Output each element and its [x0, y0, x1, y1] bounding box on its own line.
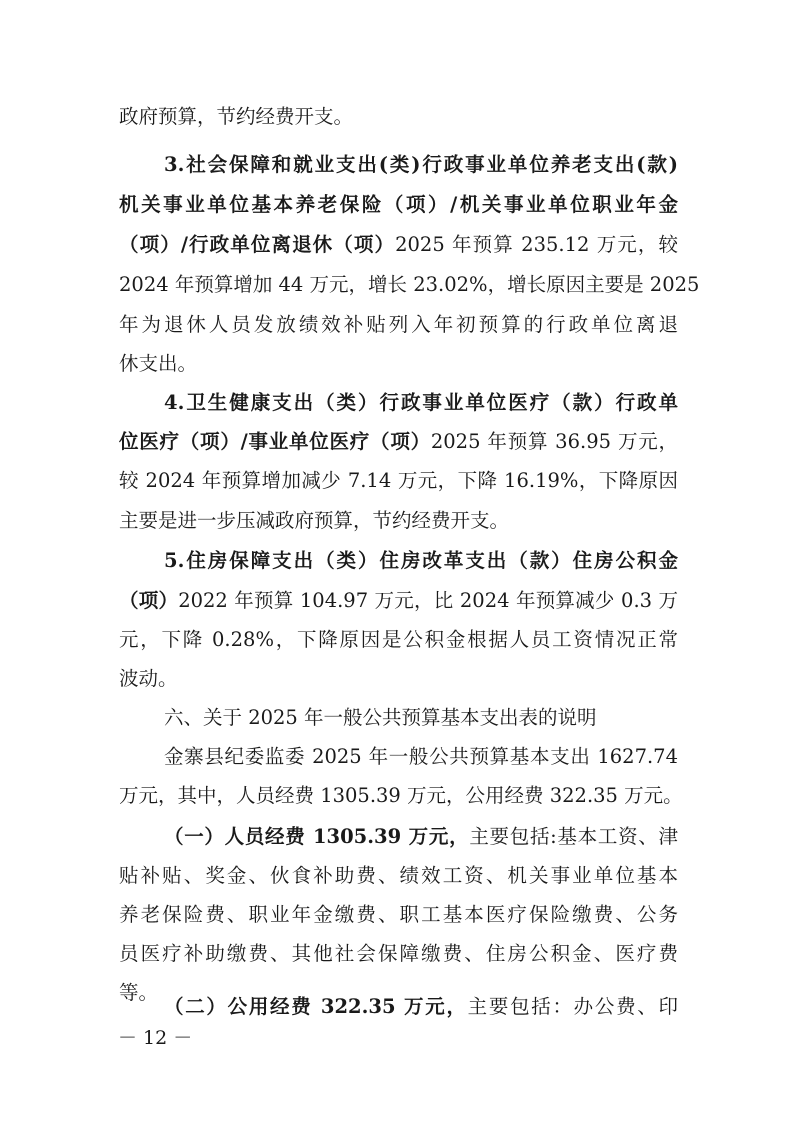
- paragraph-line: （二）公用经费 322.35 万元，主要包括：办公费、印: [164, 995, 678, 1018]
- heading-social-security-cont: 机关事业单位基本养老保险（项）/机关事业单位职业年金: [119, 193, 678, 216]
- paragraph-line: 金寨县纪委监委 2025 年一般公共预算基本支出 1627.74: [164, 745, 678, 768]
- paragraph-line: 较 2024 年预算增加减少 7.14 万元，下降 16.19%，下降原因: [119, 469, 678, 492]
- paragraph-line: （项）/行政单位离退休（项）2025 年预算 235.12 万元，较: [119, 233, 679, 256]
- paragraph-line: 位医疗（项）/事业单位医疗（项）2025 年预算 36.95 万元，: [119, 430, 678, 453]
- heading-health: 4.卫生健康支出（类）行政事业单位医疗（款）行政单: [164, 391, 678, 414]
- paragraph-line: 波动。: [119, 667, 178, 690]
- section-heading-six: 六、关于 2025 年一般公共预算基本支出表的说明: [164, 706, 597, 729]
- heading-housing: 5.住房保障支出（类）住房改革支出（款）住房公积金: [164, 549, 678, 572]
- paragraph-line: 养老保险费、职业年金缴费、职工基本医疗保险缴费、公务: [119, 903, 678, 926]
- paragraph-line: 员医疗补助缴费、其他社会保障缴费、住房公积金、医疗费: [119, 942, 678, 965]
- paragraph-line: 政府预算，节约经费开支。: [119, 105, 354, 128]
- paragraph-line: 万元，其中，人员经费 1305.39 万元，公用经费 322.35 万元。: [119, 784, 683, 807]
- heading-social-security: 3.社会保障和就业支出(类)行政事业单位养老支出(款): [164, 153, 678, 176]
- paragraph-line: 休支出。: [119, 352, 198, 375]
- paragraph-line: 等。: [119, 981, 159, 1004]
- paragraph-line: 元，下降 0.28%，下降原因是公积金根据人员工资情况正常: [119, 628, 678, 651]
- paragraph-line: 年为退休人员发放绩效补贴列入年初预算的行政单位离退: [119, 313, 678, 336]
- paragraph-line: 贴补贴、奖金、伙食补助费、绩效工资、机关事业单位基本: [119, 864, 678, 887]
- paragraph-line: 2024 年预算增加 44 万元，增长 23.02%，增长原因主要是 2025: [119, 273, 700, 296]
- page-number: － 12 －: [118, 1027, 193, 1049]
- paragraph-line: （项）2022 年预算 104.97 万元，比 2024 年预算减少 0.3 万: [119, 589, 678, 612]
- paragraph-line: 主要是进一步压减政府预算，节约经费开支。: [119, 509, 510, 532]
- paragraph-line: （一）人员经费 1305.39 万元，主要包括:基本工资、津: [164, 825, 678, 848]
